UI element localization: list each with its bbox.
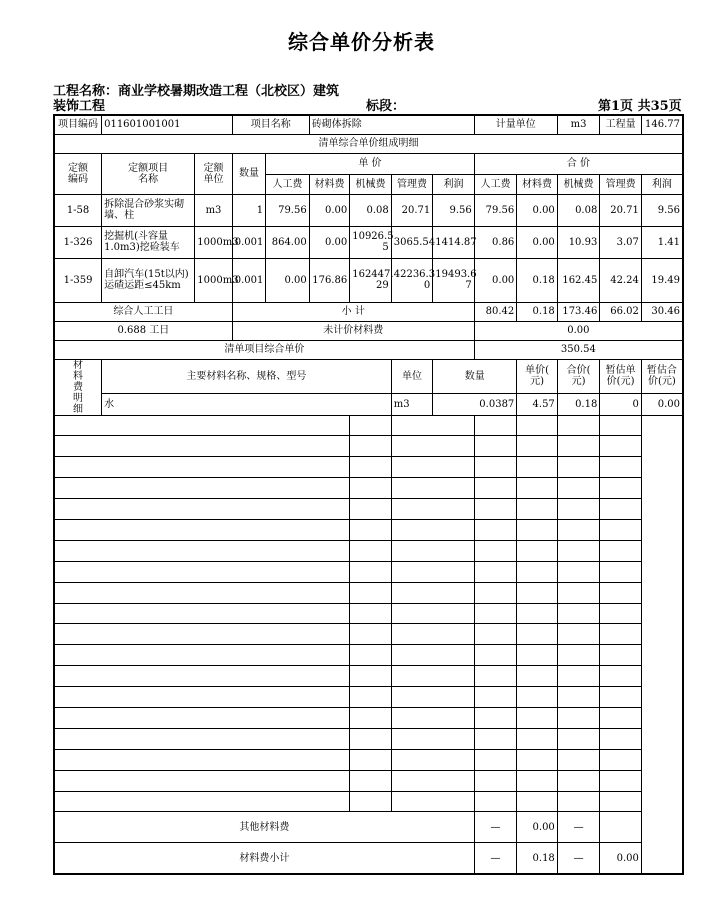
blank-cell — [557, 540, 600, 561]
blank-cell — [600, 457, 642, 478]
blank-cell — [557, 749, 600, 770]
subtotal-mgmt: 66.02 — [600, 302, 642, 321]
blank-cell — [474, 707, 517, 728]
material-est-price: 0 — [600, 394, 642, 415]
col-quota-unit: 定额 单位 — [195, 153, 232, 194]
blank-cell — [517, 645, 558, 666]
labor-days-value: 0.688 工日 — [54, 321, 232, 340]
blank-cell — [54, 707, 350, 728]
col-material-unit: 单位 — [391, 359, 433, 394]
blank-cell — [350, 457, 392, 478]
col-u-profit: 利润 — [433, 174, 475, 194]
item-row — [54, 115, 683, 134]
subtotal-material: 0.18 — [517, 302, 558, 321]
material-row — [54, 394, 683, 415]
blank-cell — [600, 415, 642, 436]
unpriced-label: 未计价材料费 — [232, 321, 474, 340]
quota-code: 1-58 — [54, 194, 102, 226]
blank-cell — [54, 791, 350, 812]
blank-cell — [557, 687, 600, 708]
blank-cell — [557, 645, 600, 666]
material-row — [54, 561, 683, 582]
u-material: 0.00 — [309, 226, 350, 258]
col-est-total: 暂估合价(元) — [641, 359, 683, 394]
item-name: 砖砌体拆除 — [309, 115, 474, 134]
blank-cell — [350, 582, 392, 603]
blank-cell — [517, 603, 558, 624]
blank-cell — [517, 770, 558, 791]
blank-cell — [474, 561, 517, 582]
material-row — [54, 540, 683, 561]
col-material-name: 主要材料名称、规格、型号 — [102, 359, 392, 394]
material-row — [54, 791, 683, 812]
blank-cell — [391, 728, 474, 749]
col-t-machine: 机械费 — [557, 174, 600, 194]
unpriced-value: 0.00 — [474, 321, 683, 340]
blank-cell — [391, 791, 474, 812]
material-row — [54, 457, 683, 478]
quota-count: 0.001 — [232, 226, 265, 258]
blank-cell — [54, 478, 350, 499]
blank-cell — [600, 666, 642, 687]
blank-cell — [350, 540, 392, 561]
t-material: 0.18 — [517, 258, 558, 302]
blank-cell — [350, 728, 392, 749]
blank-cell — [350, 415, 392, 436]
material-row — [54, 603, 683, 624]
composition-title: 清单综合单价组成明细 — [54, 134, 683, 153]
u-machine: 0.08 — [350, 194, 392, 226]
blank-cell — [350, 603, 392, 624]
blank-cell — [350, 499, 392, 520]
blank-cell — [600, 687, 642, 708]
blank-cell — [54, 666, 350, 687]
blank-cell — [391, 645, 474, 666]
blank-cell — [557, 519, 600, 540]
blank-cell — [54, 687, 350, 708]
blank-cell — [600, 624, 642, 645]
u-machine: 162447. 29 — [350, 258, 392, 302]
quota-code: 1-326 — [54, 226, 102, 258]
quota-unit: 1000m3 — [195, 226, 232, 258]
blank-cell — [474, 478, 517, 499]
page-number: 第1页 共35页 — [598, 99, 682, 114]
col-material-qty: 数量 — [433, 359, 517, 394]
blank-cell — [350, 519, 392, 540]
blank-cell — [517, 791, 558, 812]
t-machine: 10.93 — [557, 226, 600, 258]
blank-cell — [474, 540, 517, 561]
material-row — [54, 728, 683, 749]
blank-cell — [600, 707, 642, 728]
blank-cell — [600, 436, 642, 457]
blank-cell — [517, 666, 558, 687]
blank-cell — [600, 749, 642, 770]
t-mgmt: 20.71 — [600, 194, 642, 226]
material-subtotal-est: 0.00 — [600, 843, 642, 874]
col-t-profit: 利润 — [641, 174, 683, 194]
blank-cell — [350, 478, 392, 499]
blank-cell — [517, 624, 558, 645]
blank-cell — [474, 582, 517, 603]
unpriced-row — [54, 321, 683, 340]
material-header-row — [54, 359, 683, 394]
col-u-material: 材料费 — [309, 174, 350, 194]
material-est-total: 0.00 — [641, 394, 683, 415]
material-row — [54, 666, 683, 687]
blank-cell — [350, 645, 392, 666]
blank-cell — [557, 707, 600, 728]
blank-cell — [54, 728, 350, 749]
u-profit: 9.56 — [433, 194, 475, 226]
material-row — [54, 478, 683, 499]
t-material: 0.00 — [517, 194, 558, 226]
blank-cell — [517, 478, 558, 499]
composite-row — [54, 340, 683, 359]
composite-label: 清单项目综合单价 — [54, 340, 474, 359]
t-machine: 162.45 — [557, 258, 600, 302]
blank-cell — [391, 624, 474, 645]
u-material: 0.00 — [309, 194, 350, 226]
material-row — [54, 645, 683, 666]
u-material: 176.86 — [309, 258, 350, 302]
col-material-total: 合价( 元) — [557, 359, 600, 394]
quota-code: 1-359 — [54, 258, 102, 302]
blank-cell — [350, 791, 392, 812]
u-labor: 864.00 — [266, 226, 310, 258]
subtotal-profit: 30.46 — [641, 302, 683, 321]
blank-cell — [391, 457, 474, 478]
blank-cell — [517, 728, 558, 749]
blank-cell — [54, 624, 350, 645]
quota-unit: m3 — [195, 194, 232, 226]
blank-cell — [474, 728, 517, 749]
blank-cell — [517, 687, 558, 708]
material-subtotal-row — [54, 843, 683, 874]
other-material-label: 其他材料费 — [54, 812, 474, 843]
material-subtotal-dash2: — — [557, 843, 600, 874]
blank-cell — [600, 519, 642, 540]
blank-cell — [54, 749, 350, 770]
material-row — [54, 770, 683, 791]
blank-cell — [517, 519, 558, 540]
blank-cell — [474, 457, 517, 478]
blank-cell — [391, 436, 474, 457]
unit-value: m3 — [557, 115, 600, 134]
project-name-cont: 装饰工程 — [53, 99, 106, 114]
blank-cell — [391, 561, 474, 582]
material-row — [54, 749, 683, 770]
blank-cell — [54, 770, 350, 791]
blank-cell — [54, 499, 350, 520]
blank-cell — [517, 415, 558, 436]
material-row — [54, 624, 683, 645]
blank-cell — [350, 666, 392, 687]
subtotal-machine: 173.46 — [557, 302, 600, 321]
blank-cell — [474, 436, 517, 457]
labor-days-label: 综合人工工日 — [54, 302, 232, 321]
u-profit: 1414.87 — [433, 226, 475, 258]
quota-count: 0.001 — [232, 258, 265, 302]
other-material-row — [54, 812, 683, 843]
item-code-label: 项目编码 — [54, 115, 102, 134]
quota-row — [54, 258, 683, 302]
subtotal-labor: 80.42 — [474, 302, 517, 321]
t-profit: 1.41 — [641, 226, 683, 258]
blank-cell — [54, 603, 350, 624]
col-u-labor: 人工费 — [266, 174, 310, 194]
blank-cell — [474, 499, 517, 520]
blank-cell — [517, 582, 558, 603]
material-row — [54, 707, 683, 728]
blank-cell — [350, 770, 392, 791]
blank-cell — [517, 561, 558, 582]
blank-cell — [350, 436, 392, 457]
material-side-label: 材 料 费 明 细 — [54, 359, 102, 415]
material-subtotal-dash: — — [474, 843, 517, 874]
blank-cell — [600, 478, 642, 499]
blank-cell — [474, 791, 517, 812]
material-name: 水 — [102, 394, 392, 415]
blank-cell — [600, 645, 642, 666]
blank-cell — [557, 728, 600, 749]
blank-cell — [557, 478, 600, 499]
blank-cell — [54, 582, 350, 603]
quota-name: 挖掘机(斗容量1.0m3)挖硷装车 — [102, 226, 195, 258]
blank-cell — [557, 603, 600, 624]
blank-cell — [600, 728, 642, 749]
material-row — [54, 519, 683, 540]
quota-count: 1 — [232, 194, 265, 226]
unit-label: 计量单位 — [474, 115, 557, 134]
subtotal-row — [54, 302, 683, 321]
item-name-label: 项目名称 — [232, 115, 309, 134]
u-mgmt: 42236.3 0 — [391, 258, 433, 302]
material-row — [54, 436, 683, 457]
blank-cell — [474, 624, 517, 645]
t-mgmt: 42.24 — [600, 258, 642, 302]
blank-cell — [517, 707, 558, 728]
t-material: 0.00 — [517, 226, 558, 258]
blank-cell — [557, 561, 600, 582]
blank-cell — [350, 749, 392, 770]
blank-cell — [600, 540, 642, 561]
blank-cell — [474, 749, 517, 770]
blank-cell — [474, 645, 517, 666]
material-price: 4.57 — [517, 394, 558, 415]
blank-cell — [600, 499, 642, 520]
col-total-price: 合 价 — [474, 153, 683, 174]
blank-cell — [557, 666, 600, 687]
blank-cell — [517, 499, 558, 520]
blank-cell — [391, 478, 474, 499]
blank-cell — [474, 666, 517, 687]
blank-cell — [54, 540, 350, 561]
blank-cell — [517, 457, 558, 478]
blank-cell — [557, 457, 600, 478]
blank-cell — [557, 436, 600, 457]
blank-cell — [350, 624, 392, 645]
blank-cell — [474, 519, 517, 540]
blank-cell — [391, 603, 474, 624]
material-row — [54, 415, 683, 436]
t-labor: 0.86 — [474, 226, 517, 258]
blank-cell — [557, 415, 600, 436]
blank-cell — [391, 519, 474, 540]
material-qty: 0.0387 — [433, 394, 517, 415]
blank-cell — [350, 707, 392, 728]
section-label: 标段： — [366, 99, 406, 114]
blank-cell — [600, 561, 642, 582]
u-machine: 10926.5 5 — [350, 226, 392, 258]
item-code: 011601001001 — [102, 115, 233, 134]
page-title: 综合单价分析表 — [288, 30, 435, 54]
t-profit: 19.49 — [641, 258, 683, 302]
composite-value: 350.54 — [474, 340, 683, 359]
blank-cell — [54, 645, 350, 666]
col-t-labor: 人工费 — [474, 174, 517, 194]
blank-cell — [600, 582, 642, 603]
blank-cell — [517, 749, 558, 770]
blank-cell — [391, 540, 474, 561]
blank-cell — [517, 436, 558, 457]
other-material-est — [600, 812, 642, 843]
t-labor: 79.56 — [474, 194, 517, 226]
t-machine: 0.08 — [557, 194, 600, 226]
blank-cell — [54, 457, 350, 478]
blank-cell — [600, 603, 642, 624]
quota-row — [54, 194, 683, 226]
blank-cell — [391, 749, 474, 770]
u-labor: 79.56 — [266, 194, 310, 226]
col-count: 数量 — [232, 153, 265, 194]
col-u-machine: 机械费 — [350, 174, 392, 194]
blank-cell — [391, 499, 474, 520]
blank-cell — [600, 791, 642, 812]
blank-cell — [54, 415, 350, 436]
material-unit: m3 — [391, 394, 433, 415]
material-row — [54, 582, 683, 603]
u-labor: 0.00 — [266, 258, 310, 302]
blank-cell — [391, 415, 474, 436]
t-labor: 0.00 — [474, 258, 517, 302]
qty-value: 146.77 — [641, 115, 683, 134]
blank-cell — [474, 687, 517, 708]
qty-label: 工程量 — [600, 115, 642, 134]
subtotal-label: 小 计 — [232, 302, 474, 321]
other-material-dash2: — — [557, 812, 600, 843]
blank-cell — [557, 582, 600, 603]
quota-name: 自卸汽车(15t以内)运碴运距≤45km — [102, 258, 195, 302]
col-quota-name: 定额项目 名称 — [102, 153, 195, 194]
blank-cell — [391, 770, 474, 791]
u-mgmt: 3065.54 — [391, 226, 433, 258]
col-material-price: 单价( 元) — [517, 359, 558, 394]
blank-cell — [391, 707, 474, 728]
blank-cell — [557, 770, 600, 791]
blank-cell — [350, 687, 392, 708]
col-est-price: 暂估单 价(元) — [600, 359, 642, 394]
col-quota-code: 定额 编码 — [54, 153, 102, 194]
blank-cell — [474, 603, 517, 624]
blank-cell — [391, 582, 474, 603]
blank-cell — [557, 624, 600, 645]
material-row — [54, 499, 683, 520]
blank-cell — [474, 415, 517, 436]
t-profit: 9.56 — [641, 194, 683, 226]
blank-cell — [517, 540, 558, 561]
material-subtotal-total: 0.18 — [517, 843, 558, 874]
blank-cell — [54, 436, 350, 457]
material-total: 0.18 — [557, 394, 600, 415]
material-subtotal-label: 材料费小计 — [54, 843, 474, 874]
u-mgmt: 20.71 — [391, 194, 433, 226]
u-profit: 19493.6 7 — [433, 258, 475, 302]
blank-cell — [474, 770, 517, 791]
material-row — [54, 687, 683, 708]
col-t-material: 材料费 — [517, 174, 558, 194]
blank-cell — [600, 770, 642, 791]
other-material-total: 0.00 — [517, 812, 558, 843]
blank-cell — [54, 519, 350, 540]
quota-row — [54, 226, 683, 258]
blank-cell — [557, 791, 600, 812]
col-t-mgmt: 管理费 — [600, 174, 642, 194]
blank-cell — [557, 499, 600, 520]
col-unit-price: 单 价 — [266, 153, 475, 174]
other-material-dash: — — [474, 812, 517, 843]
analysis-table — [53, 114, 684, 875]
quota-unit: 1000m3 — [195, 258, 232, 302]
quota-name: 拆除混合砂浆实砌墙、柱 — [102, 194, 195, 226]
blank-cell — [54, 561, 350, 582]
col-u-mgmt: 管理费 — [391, 174, 433, 194]
blank-cell — [391, 666, 474, 687]
blank-cell — [391, 687, 474, 708]
project-name: 工程名称：商业学校暑期改造工程（北校区）建筑 — [53, 84, 340, 99]
t-mgmt: 3.07 — [600, 226, 642, 258]
blank-cell — [350, 561, 392, 582]
